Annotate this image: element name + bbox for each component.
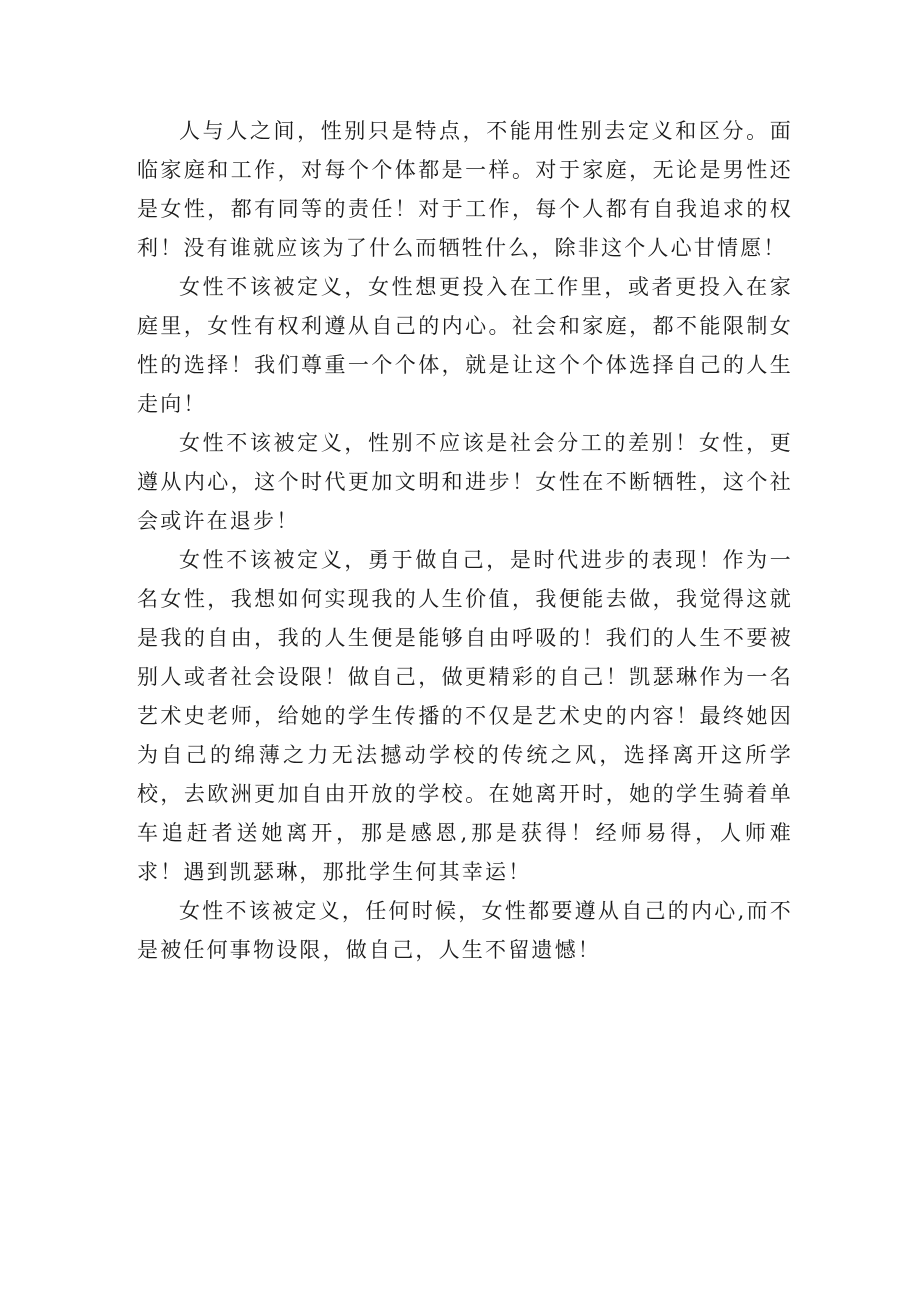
paragraph-2: 女性不该被定义，女性想更投入在工作里，或者更投入在家庭里，女性有权利遵从自己的内心。社会和家庭，都不能限制女性的选择！我们尊重一个个体，就是让这个个体选择自己的人生走向！: [137, 275, 793, 416]
paragraph-1: 人与人之间，性别只是特点，不能用性别去定义和区分。面临家庭和工作，对每个个体都是一样。对于家庭，无论是男性还是女性，都有同等的责任！对于工作，每个人都有自我追求的权利！没有谁就应该为了什么而牺牲什么，除非这个人心甘情愿！: [137, 119, 793, 260]
paragraph-4: 女性不该被定义，勇于做自己，是时代进步的表现！作为一名女性，我想如何实现我的人生价值，我便能去做，我觉得这就是我的自由，我的人生便是能够自由呼吸的！我们的人生不要被别人或者社会设限！做自己，做更精彩的自己！凯瑟琳作为一名艺术史老师，给她的学生传播的不仅是艺术史的内容！最终她因为自己的绵薄之力无法撼动学校的传统之风，选择离开这所学校，去欧洲更加自由开放的学校。在她离开时，她的学生骑着单车追赶者送她离开，那是感恩,那是获得！经师易得，人师难求！遇到凯瑟琳，那批学生何其幸运！: [137, 548, 793, 884]
paragraph-3: 女性不该被定义，性别不应该是社会分工的差别！女性，更遵从内心，这个时代更加文明和进步！女性在不断牺牲，这个社会或许在退步！: [137, 431, 793, 533]
paragraph-5: 女性不该被定义，任何时候，女性都要遵从自己的内心,而不是被任何事物设限，做自己，人生不留遗憾！: [137, 899, 793, 962]
document-body: [137, 112, 793, 970]
